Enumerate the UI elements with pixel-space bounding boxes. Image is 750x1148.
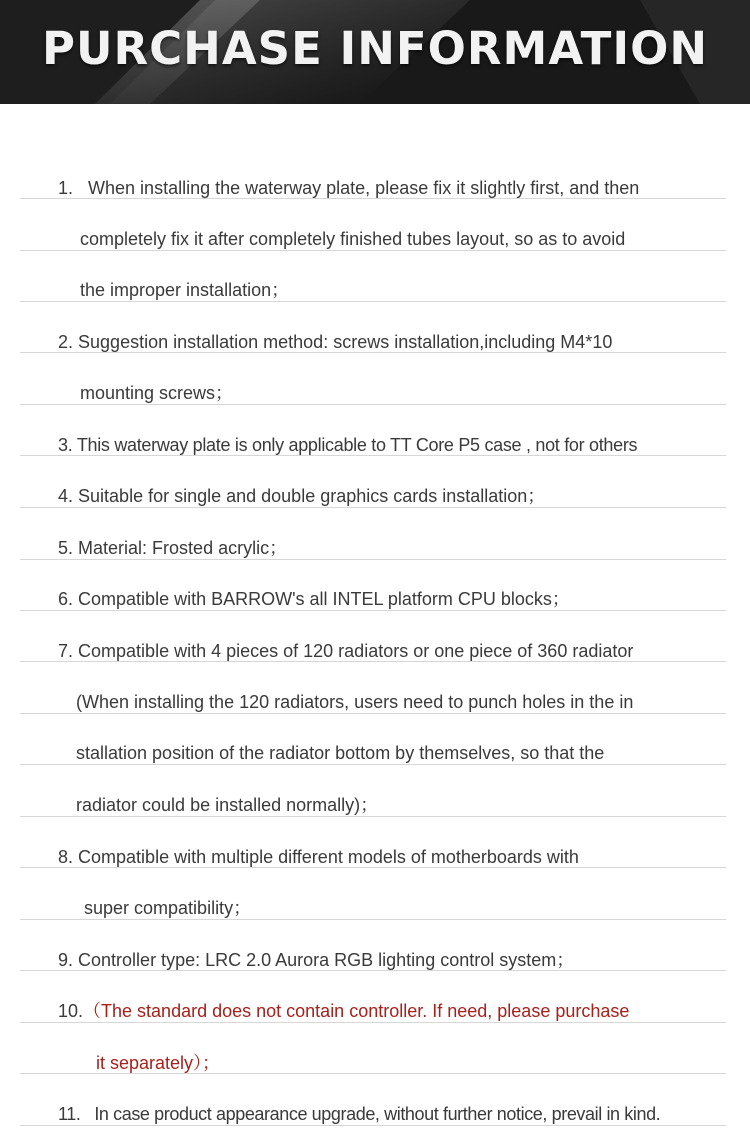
divider xyxy=(20,198,726,199)
list-item-8-line-1 xyxy=(58,846,579,868)
list-item-text: Controller type: LRC 2.0 Aurora RGB lighting control system； xyxy=(78,950,575,970)
list-item-number: 2. xyxy=(58,332,74,352)
header-banner xyxy=(0,0,750,104)
divider xyxy=(20,764,726,765)
list-item-3 xyxy=(58,434,637,456)
divider xyxy=(20,250,726,251)
list-item-text: （The standard does not contain controller. If need, please purchase xyxy=(83,1001,630,1021)
divider xyxy=(20,661,726,662)
list-item-number: 4. xyxy=(58,486,74,506)
list-item-number: 6. xyxy=(58,589,74,609)
list-item-number: 10. xyxy=(58,1001,84,1021)
divider xyxy=(20,713,726,714)
divider xyxy=(20,507,726,508)
list-item-7-line-1 xyxy=(58,640,633,662)
divider xyxy=(20,970,726,971)
divider xyxy=(20,610,726,611)
list-item-10-line-1 xyxy=(58,1000,629,1022)
list-item-10-line-2: it separately）； xyxy=(96,1053,221,1073)
list-item-8-line-2: super compatibility； xyxy=(84,898,252,918)
list-item-7-line-2: (When installing the 120 radiators, users need to punch holes in the in xyxy=(76,692,634,712)
list-item-number: 1. xyxy=(58,178,74,198)
list-item-number: 3. xyxy=(58,435,73,455)
list-item-text: Compatible with multiple different models of motherboards with xyxy=(78,847,579,867)
list-item-text: In case product appearance upgrade, without further notice, prevail in kind. xyxy=(94,1104,661,1124)
list-item-11 xyxy=(58,1103,660,1125)
divider xyxy=(20,816,726,817)
list-item-1-line-1 xyxy=(58,177,639,199)
divider xyxy=(20,352,726,353)
list-item-1-line-3: the improper installation； xyxy=(80,280,290,300)
list-item-9 xyxy=(58,949,574,971)
list-item-text: Compatible with BARROW's all INTEL platform CPU blocks； xyxy=(78,589,570,609)
purchase-info-list xyxy=(0,104,750,1148)
list-item-text: When installing the waterway plate, please fix it slightly first, and then xyxy=(88,178,640,198)
divider xyxy=(20,455,726,456)
list-item-2-line-2: mounting screws； xyxy=(80,383,234,403)
list-item-5 xyxy=(58,537,287,559)
list-item-number: 9. xyxy=(58,950,74,970)
list-item-text: This waterway plate is only applicable to TT Core P5 case , not for others xyxy=(76,435,638,455)
divider xyxy=(20,559,726,560)
list-item-7-line-4: radiator could be installed normally)； xyxy=(76,795,379,815)
page-title: PURCHASE INFORMATION xyxy=(41,22,709,75)
divider xyxy=(20,404,726,405)
list-item-6 xyxy=(58,588,570,610)
list-item-number: 11. xyxy=(58,1104,81,1124)
list-item-1-line-2: completely fix it after completely finished tubes layout, so as to avoid xyxy=(80,229,626,249)
list-item-7-line-3: stallation position of the radiator bottom by themselves, so that the xyxy=(76,743,605,763)
divider xyxy=(20,301,726,302)
divider xyxy=(20,867,726,868)
list-item-text: Compatible with 4 pieces of 120 radiators or one piece of 360 radiator xyxy=(78,641,634,661)
divider xyxy=(20,919,726,920)
divider xyxy=(20,1073,726,1074)
list-item-number: 8. xyxy=(58,847,74,867)
list-item-text: Material: Frosted acrylic； xyxy=(78,538,288,558)
list-item-text: Suggestion installation method: screws installation,including M4*10 xyxy=(78,332,613,352)
list-item-number: 7. xyxy=(58,641,74,661)
list-item-2-line-1 xyxy=(58,331,612,353)
list-item-number: 5. xyxy=(58,538,74,558)
list-item-text: Suitable for single and double graphics cards installation； xyxy=(78,486,546,506)
list-item-4 xyxy=(58,485,545,507)
divider xyxy=(20,1022,726,1023)
divider xyxy=(20,1125,726,1126)
